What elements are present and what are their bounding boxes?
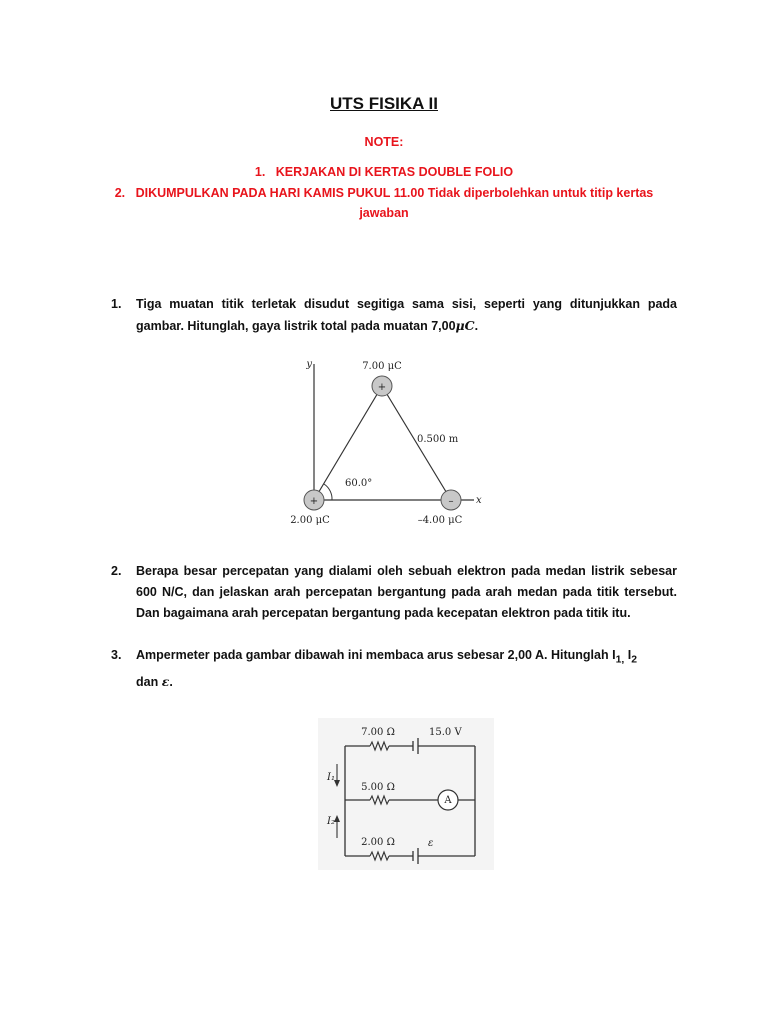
question-3-number: 3. [111,648,122,662]
emf1-label: 15.0 V [429,727,462,738]
instruction-2-text: DIKUMPULKAN PADA HARI KAMIS PUKUL 11.00 Tidak diperbolehkan untuk titip kertas [135,186,654,200]
minus-sign-right: – [448,496,454,507]
x-axis-label: x [476,495,482,506]
question-1-text: Tiga muatan titik terletak disudut segitiga sama sisi, seperti yang ditunjukkan pada gambar. Hitunglah, gaya listrik total pada muatan 7,00 [136,297,677,333]
r3-label: 2.00 Ω [361,837,395,848]
question-3-text-cont: dan [136,674,162,689]
question-3 [111,645,677,693]
instruction-2-number: 2. [114,186,126,200]
ammeter-label: A [444,795,452,806]
right-charge-label: –4.00 μC [417,515,463,526]
instruction-1-number: 1. [254,165,266,179]
question-2 [111,561,677,624]
angle-label: 60.0° [345,478,373,489]
instruction-2 [0,183,768,223]
note-heading: NOTE: [364,135,404,149]
circuit-figure [318,718,494,870]
question-1-number: 1. [111,297,122,311]
triangle-charges-figure [290,352,500,537]
page-title: UTS FISIKA II [330,94,438,113]
question-1 [111,294,677,337]
plus-sign-left: + [309,496,319,507]
y-axis-label: y [306,359,312,370]
left-charge-label: 2.00 μC [290,515,330,526]
instruction-1-text: KERJAKAN DI KERTAS DOUBLE FOLIO [275,165,514,179]
question-3-period: . [169,674,173,689]
i2-label: I₂ [327,816,335,827]
question-2-text: Berapa besar percepatan yang dialami oleh sebuah elektron pada medan listrik sebesar 600 N/C, dan jelaskan arah percepatan bergantung pada arah medan pada titik tersebut. Dan bagaimana arah percepatan bergantung pada kecepatan elektron pada titik itu. [136,564,677,620]
question-1-period: . [474,319,479,333]
instruction-2-text-cont: jawaban [359,206,409,220]
question-3-sub2: 2 [631,654,637,666]
i1-label: I₁ [327,772,335,783]
question-3-mid: I [624,648,632,662]
r2-label: 5.00 Ω [361,782,395,793]
question-3-emf-symbol: ε [161,673,170,689]
question-3-text: Ampermeter pada gambar dibawah ini membaca arus sebesar 2,00 A. Hitunglah I [136,648,616,662]
top-charge-label: 7.00 μC [362,361,402,372]
question-2-number: 2. [111,564,122,578]
question-3-sub1: 1, [615,654,625,666]
side-length-label: 0.500 m [417,434,459,445]
plus-sign-top: + [377,382,387,393]
emf2-label: ε [428,838,434,849]
instruction-1 [0,162,768,182]
question-1-unit: μC [455,318,475,333]
r1-label: 7.00 Ω [361,727,395,738]
